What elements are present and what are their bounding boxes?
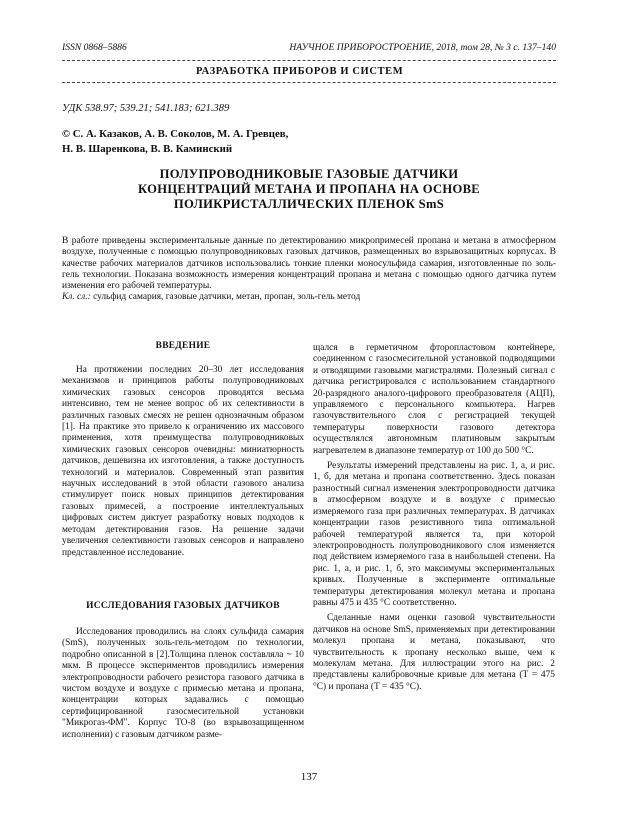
keywords — [62, 292, 556, 302]
authors-line-1: © С. А. Казаков, А. В. Соколов, М. А. Гревцев, — [62, 128, 289, 140]
intro-text — [62, 365, 304, 559]
title-line-3: ПОЛИКРИСТАЛЛИЧЕСКИХ ПЛЕНОК SmS — [173, 197, 445, 211]
intro-heading-wrap — [62, 341, 304, 352]
keywords-label: Кл. сл.: — [62, 292, 91, 302]
paper-title — [62, 167, 556, 212]
authors-line-2: Н. В. Шаренкова, В. В. Каминский — [62, 143, 233, 155]
journal-citation: НАУЧНОЕ ПРИБОРОСТРОЕНИЕ, 2018, том 28, № 3 с. 137–140 — [289, 42, 556, 53]
right-paragraph-1: щался в герметичном фторопластовом контейнере, соединенном с газосмесительной установкой подводящими и отводящими газовыми магистралями. Полезный сигнал с датчика регистрировался с использованием стандартного 20-разрядного аналого-цифрового преобразователя (АЦП), управляемого с персонального компьютера. Нагрев газочувствительного слоя с регистрацией текущей температуры поверхности газового детектора осуществлялся автономным платиновым закрытым нагревателем в диапазоне температур от 100 до 500 °С. — [313, 343, 555, 456]
udk-code: УДК 538.97; 539.21; 541.183; 621.389 — [62, 103, 230, 114]
research-paragraph: Исследования проводились на слоях сульфида самария (SmS), полученных золь-гель-методом по технологии, подробно описанной в [2].Толщина пленок составляла ~ 10 мкм. В процессе экспериментов проводились измерения электропроводности рабочего резистора газового датчика в чистом воздухе и воздухе с примесью метана и пропана, концентрации которых задавались с помощью сертифицированной газосмесительной установки "Микрогаз-ФМ". Корпус ТО-8 (во взрывозащищенном исполнении) с газовым датчиком разме- — [62, 627, 304, 740]
title-line-2: КОНЦЕНТРАЦИЙ МЕТАНА И ПРОПАНА НА ОСНОВЕ — [138, 182, 480, 196]
right-column — [313, 343, 555, 693]
title-line-1: ПОЛУПРОВОДНИКОВЫЕ ГАЗОВЫЕ ДАТЧИКИ — [159, 167, 459, 181]
top-divider — [62, 60, 556, 61]
banner-divider — [62, 82, 556, 83]
research-text — [62, 627, 304, 741]
research-heading: ИССЛЕДОВАНИЯ ГАЗОВЫХ ДАТЧИКОВ — [86, 601, 280, 611]
research-heading-wrap — [62, 601, 304, 612]
intro-paragraph: На протяжении последних 20–30 лет исследования механизмов и принципов работы полупроводниковых химических газовых сенсоров проводятся весьма интенсивно, тем не менее вопрос об их селективности в различных газовых смесях не решен однозначным образом [1]. На практике это привело к ограничению их массового применения, хотя преимущества полупроводниковых химических газовых сенсоров очевидны: миниатюрность датчиков, дешевизна их изготовления, а также доступность технологий и материалов. Современный этап развития научных исследований в этой области газового анализа стимулирует поиск новых принципов детектирования газовых примесей, а построение интеллектуальных цифровых систем диктует разработку новых подходов к методам детектирования газов. На решение задачи увеличения селективности газовых сенсоров и направлено представленное исследование. — [62, 365, 304, 558]
section-banner: РАЗРАБОТКА ПРИБОРОВ И СИСТЕМ — [196, 66, 404, 77]
intro-heading: ВВЕДЕНИЕ — [155, 341, 211, 351]
authors — [62, 127, 288, 157]
abstract: В работе приведены экспериментальные данные по детектированию микропримесей пропана и метана в атмосферном воздухе, полученные с помощью полупроводниковых газовых датчиков, размещенных во взрывозащитных корпусах. В качестве рабочих материалов датчиков использовались тонкие пленки моносульфида самария, изготовленные по золь-гель технологии. Показана возможность измерения концентраций пропана и метана с помощью одного датчика путем изменения его рабочей температуры. — [62, 236, 556, 292]
right-paragraph-3: Сделанные нами оценки газовой чувствительности датчиков на основе SmS, применяемых при детектировании молекул пропана и метана, показывают, что чувствительность к пропану несколько выше, чем к молекулам метана. Для иллюстрации этого на рис. 2 представлены калибровочные кривые для метана (T = 475 °С) и пропана (T = 435 °С). — [313, 613, 555, 692]
keywords-text: сульфид самария, газовые датчики, метан, пропан, золь-гель метод — [93, 292, 361, 302]
running-header — [62, 42, 556, 53]
right-paragraph-2: Результаты измерений представлены на рис. 1, а, и рис. 1, б, для метана и пропана соответственно. Здесь показан разностный сигнал изменения электропроводности датчика в атмосферном воздухе и в воздухе с примесью измеряемого газа при различных температурах. В датчиках концентрации газов резистивного типа оптимальной рабочей температурой является та, при которой электропроводность полупроводникового слоя изменяется под действием измеряемого газа в наибольшей степени. На рис. 1, а, и рис. 1, б, это максимумы экспериментальных кривых. Полученные в эксперименте оптимальные температуры детектирования молекул метана и пропана равны 475 и 435 °С соответственно. — [313, 461, 555, 608]
issn: ISSN 0868–5886 — [62, 42, 127, 53]
page-number: 137 — [300, 771, 318, 783]
